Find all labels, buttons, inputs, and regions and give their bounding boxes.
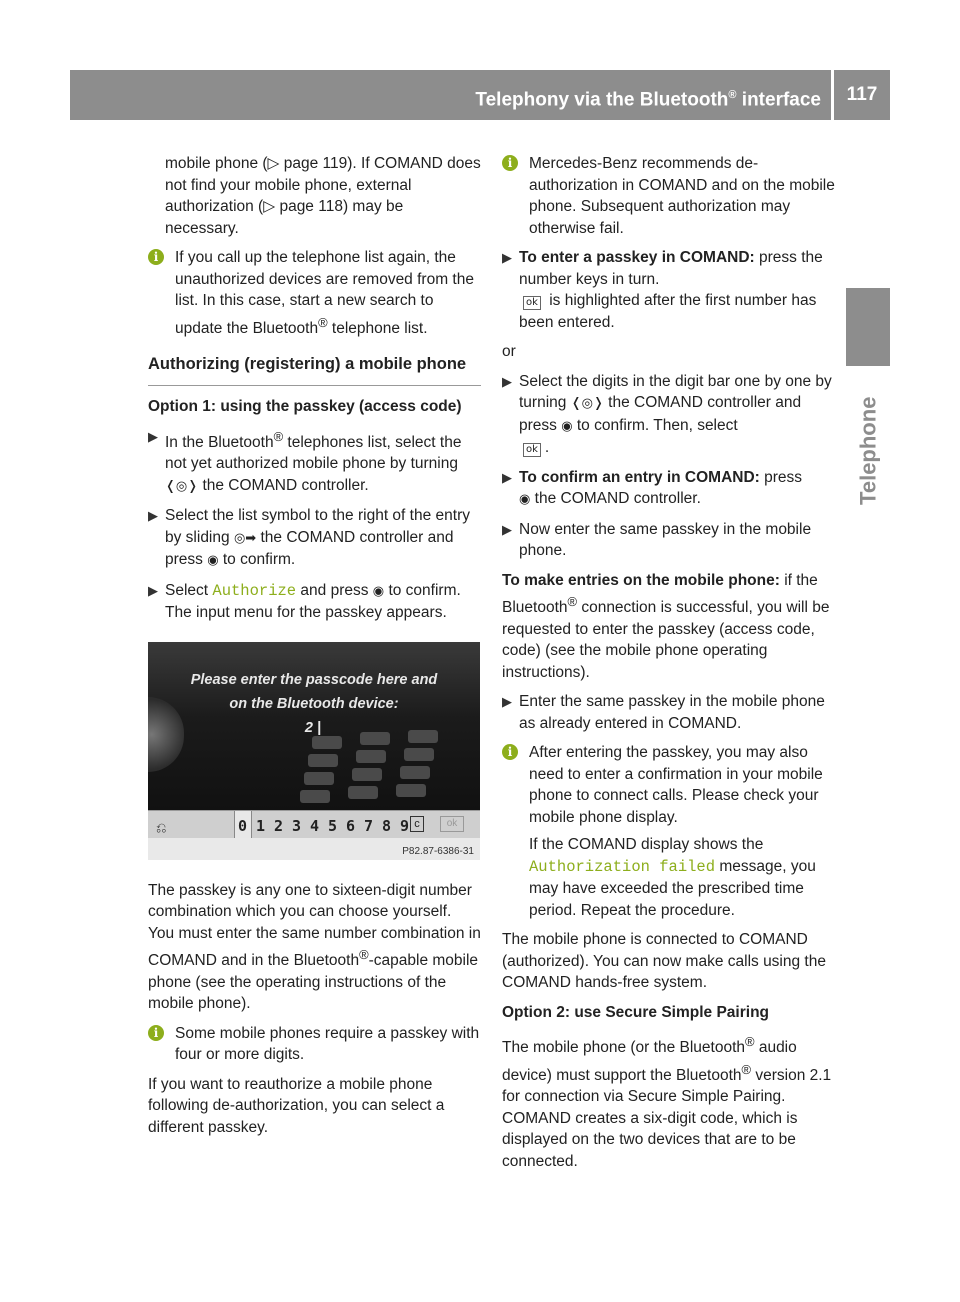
info-note: i If you call up the telephone list again, the unauthorized devices are removed from the list. In this case, start a new search to update the Bluetooth® telephone list. (148, 247, 481, 339)
step-arrow-icon: ▶ (148, 428, 158, 444)
digit-4: 4 (310, 816, 320, 835)
option2-heading: Option 2: use Secure Simple Pairing (502, 1003, 770, 1021)
info-note: i After entering the passkey, you may also need to enter a confirmation in your mobile phone to connect calls. Please check your mobile phone display. If the COMAND display shows the Authorization failed message, you may have exceeded the prescribed time period. Repeat the procedure. (502, 742, 835, 921)
controller-slide-icon: ◎➡ (233, 530, 257, 546)
option1-heading: Option 1: using the passkey (access code) (148, 398, 462, 416)
or-text: or (502, 343, 516, 360)
phone-keypad-image (298, 730, 478, 804)
image-caption-bar (148, 838, 480, 860)
step-item: ▶ To enter a passkey in COMAND: press the number keys in turn. ok is highlighted after the first number has been entered. (502, 249, 823, 331)
digit-3: 3 (292, 816, 302, 835)
step-arrow-icon: ▶ (502, 694, 512, 710)
digit-1: 1 (256, 816, 266, 835)
step-arrow-icon: ▶ (148, 582, 158, 598)
side-tab (846, 288, 890, 366)
screen-prompt-line1: Please enter the passcode here and (190, 671, 438, 688)
digit-0: 0 (238, 816, 248, 835)
step-arrow-icon: ▶ (502, 521, 512, 537)
body-paragraph: To make entries on the mobile phone: if the Bluetooth® connection is successful, you will be requested to enter the passkey (access code, code) (see the mobile phone operating instructions). (502, 571, 830, 681)
step-item: ▶ Select the list symbol to the right of the entry by sliding ◎➡ the COMAND controller and press ◉ to confirm. (148, 505, 481, 572)
image-code: P82.87-6386-31 (402, 845, 474, 857)
step-item: ▶ Select the digits in the digit bar one by one by turning ❬◎❭ the COMAND controller and press ◉ to confirm. Then, select ok . (502, 372, 832, 456)
digit-2: 2 (274, 816, 284, 835)
digit-9: 9 (400, 816, 410, 835)
ok-symbol-icon: ok (523, 296, 541, 310)
ok-key: ok (440, 816, 464, 832)
screen-prompt-line2: on the Bluetooth device: (229, 695, 399, 712)
body-paragraph: The mobile phone is connected to COMAND (authorized). You can now make calls using the COMAND hands-free system. (502, 931, 826, 992)
step-item: ▶ Now enter the same passkey in the mobile phone. (502, 520, 812, 559)
step-arrow-icon: ▶ (502, 469, 512, 485)
info-note: i Mercedes-Benz recommends de-authorization in COMAND and on the mobile phone. Subsequent authorization may otherwise fail. (502, 153, 835, 239)
digit-6: 6 (346, 816, 356, 835)
info-icon: i (148, 1025, 164, 1041)
info-note: i Some mobile phones require a passkey with four or more digits. (148, 1023, 481, 1066)
ok-symbol-icon: ok (523, 443, 541, 457)
controller-press-icon: ◉ (519, 492, 531, 507)
step-arrow-icon: ▶ (502, 373, 512, 389)
controller-press-icon: ◉ (207, 553, 219, 569)
step-item: ▶ Select Authorize and press ◉ to confirm. The input menu for the passkey appears. (148, 581, 461, 622)
header-bar (70, 70, 831, 120)
back-icon: ⎌ (156, 819, 167, 835)
menu-item-authorize: Authorize (212, 581, 297, 600)
controller-press-icon: ◉ (561, 418, 573, 434)
body-paragraph: The passkey is any one to sixteen-digit number combination which you can choose yourself. You must enter the same number combination in COMAND and in the Bluetooth®-capable mobile phone (see the operating instructions of the mobile phone). (148, 881, 481, 1013)
body-paragraph: If you want to reauthorize a mobile phone following de-authorization, you can select a different passkey. (148, 1075, 445, 1136)
screen-entered-digits: 2 | (304, 719, 322, 736)
comand-screen-image (148, 642, 480, 860)
digit-bar (148, 810, 480, 839)
page-number: 117 (834, 70, 890, 120)
step-arrow-icon: ▶ (148, 508, 158, 524)
controller-press-icon: ◉ (372, 583, 385, 599)
message-authorization-failed: Authorization failed (529, 857, 716, 876)
controller-turn-icon: ❬◎❭ (165, 478, 199, 494)
step-item: ▶ Enter the same passkey in the mobile phone as already entered in COMAND. (502, 693, 825, 732)
side-tab-label: Telephone (855, 396, 881, 505)
step-arrow-icon: ▶ (502, 250, 512, 265)
step-item: ▶ In the Bluetooth® telephones list, select the not yet authorized mobile phone by turning ❬◎❭ the COMAND controller. (148, 426, 481, 498)
digit-8: 8 (382, 816, 392, 835)
digit-7: 7 (364, 816, 374, 835)
step-item: ▶ To confirm an entry in COMAND: press ◉ the COMAND controller. (502, 467, 835, 511)
digit-5: 5 (328, 816, 338, 835)
clear-key: c (410, 816, 424, 832)
left-column (148, 153, 481, 1146)
info-icon: i (502, 744, 518, 760)
right-column (502, 153, 835, 1180)
body-paragraph: The mobile phone (or the Bluetooth® audio device) must support the Bluetooth® version 2.1 for connection via Secure Simple Pairing. COMAND creates a six-digit code, which is displayed on the two devices that are to be connected. (502, 1034, 832, 1170)
intro-text: mobile phone (▷ page 119). If COMAND does not find your mobile phone, external authorization (▷ page 118) may be necessary. (165, 155, 481, 237)
info-icon: i (502, 155, 518, 171)
info-icon: i (148, 249, 164, 265)
section-heading: Authorizing (registering) a mobile phone (148, 353, 481, 386)
page-header-title: Telephony via the Bluetooth® interface (475, 89, 821, 111)
controller-turn-icon: ❬◎❭ (570, 396, 604, 411)
